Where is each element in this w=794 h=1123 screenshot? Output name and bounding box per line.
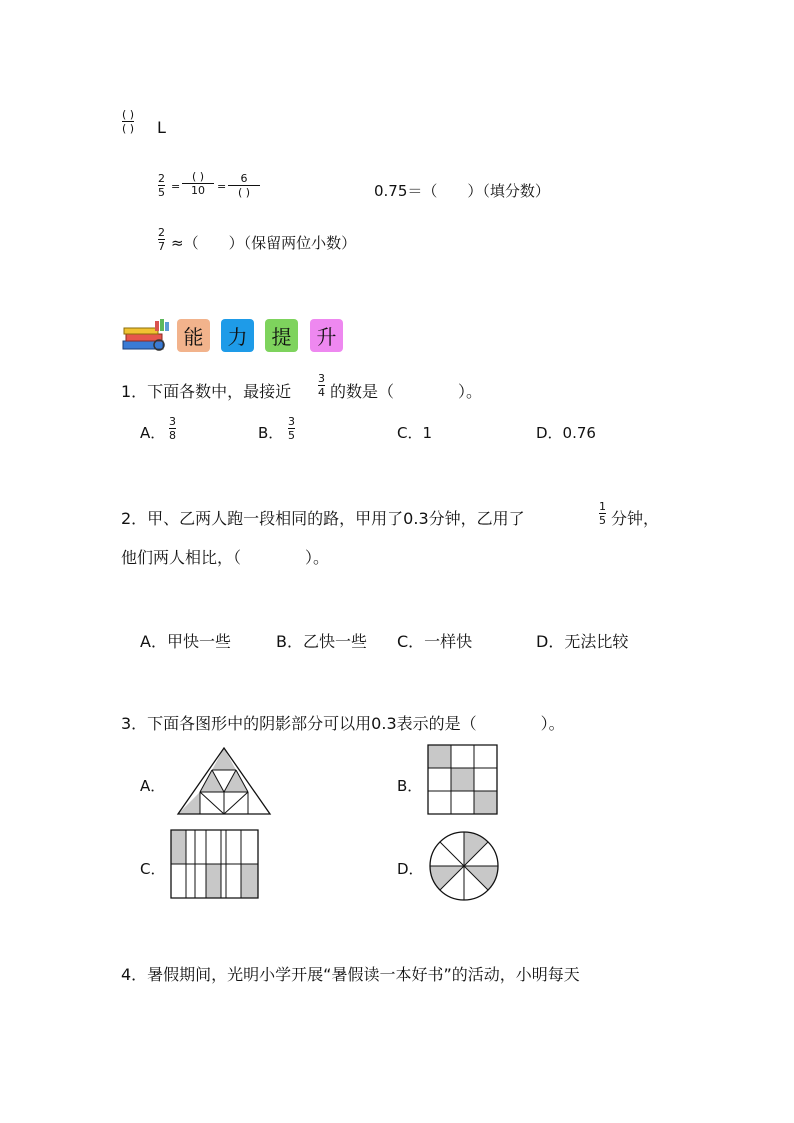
fraction-denominator: 8 [169,429,176,442]
eq1-fraction-2 [182,170,214,197]
fraction-denominator: 5 [599,514,606,527]
fraction-denominator: 4 [318,386,325,399]
fraction-denominator: 7 [158,240,165,253]
equals-sign: = [171,180,181,193]
q2-option-c: C．一样快 [397,632,473,651]
q1-option-b-label: B． [258,424,284,442]
triangle-figure [176,746,276,818]
fraction-denominator: ( ) [122,122,135,135]
q2-fraction [599,500,606,527]
q2-option-a: A．甲快一些 [140,632,231,651]
q1-fraction [318,372,325,399]
q3-text: 3．下面各图形中的阴影部分可以用0.3表示的是（ ）。 [121,714,565,733]
liter-fraction [122,108,134,135]
q2-option-b: B．乙快一些 [276,632,367,651]
rounding-question: ≈（ ）（保留两位小数） [171,234,357,252]
q1-option-a-label: A． [140,424,166,442]
q1-prefix: 1．下面各数中，最接近 [121,382,292,401]
fraction-numerator: ( ) [122,108,135,121]
q1-option-d: D．0.76 [536,424,596,442]
decimal-to-fraction-question: 0.75＝（ ）（填分数） [374,182,550,200]
q1-option-b-fraction [288,415,295,442]
fraction-numerator: 2 [158,172,165,185]
q4-text: 4．暑假期间，光明小学开展“暑假读一本好书”的活动，小明每天 [121,965,580,984]
q2-line1a: 2．甲、乙两人跑一段相同的路，甲用了0.3分钟，乙用了 [121,509,525,528]
q3-label-d: D． [397,860,424,878]
q3-label-a: A． [140,777,166,795]
circle-figure [427,829,501,903]
eq1-fraction-3 [228,172,260,199]
fraction-denominator: 10 [191,184,205,197]
q1-suffix: 的数是（ ）。 [330,382,483,401]
q3-label-b: B． [397,777,423,795]
books-icon [121,317,171,353]
q1-option-c: C．1 [397,424,433,442]
header-char-4: 升 [310,319,343,352]
fraction-numerator: 3 [288,415,295,428]
grid-2x6-figure [169,828,261,900]
fraction-numerator: 2 [158,226,165,239]
eq3-fraction [158,226,165,253]
fraction-denominator: ( ) [237,186,251,199]
header-char-3: 提 [265,319,298,352]
fraction-denominator: 5 [158,186,165,199]
fraction-denominator: 5 [288,429,295,442]
fraction-numerator: 6 [240,172,248,185]
header-char-2: 力 [221,319,254,352]
header-char-1: 能 [177,319,210,352]
q2-option-d: D．无法比较 [536,632,629,651]
fraction-numerator: 3 [318,372,325,385]
fraction-numerator: 1 [599,500,606,513]
liter-unit: L [157,118,166,137]
equals-sign-2: = [217,180,227,193]
grid-3x3-figure [427,744,499,816]
q2-line1b: 分钟， [611,509,660,528]
fraction-numerator: ( ) [191,170,205,183]
q3-label-c: C． [140,860,166,878]
q2-line2: 他们两人相比，（ ）。 [121,548,330,567]
eq1-fraction-1 [158,172,165,199]
fraction-numerator: 3 [169,415,176,428]
q1-option-a-fraction [169,415,176,442]
